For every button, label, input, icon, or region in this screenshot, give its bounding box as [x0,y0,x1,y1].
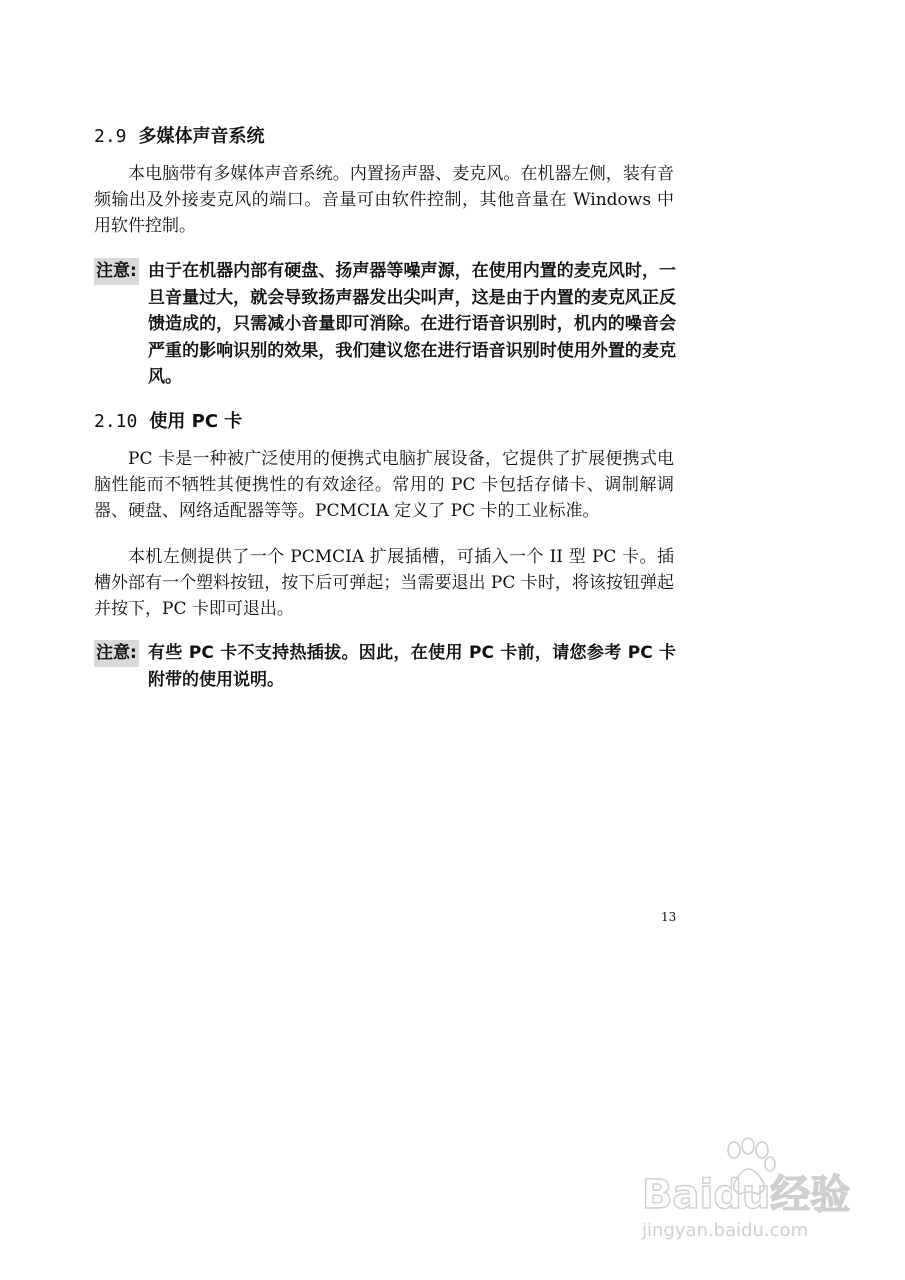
paragraph-multimedia: 本电脑带有多媒体声音系统。内置扬声器、麦克风。在机器左侧，装有音频输出及外接麦克风的端口。音量可由软件控制，其他音量在 Windows 中用软件控制。 [94,164,674,236]
note-text: 有些 PC 卡不支持热插拔。因此，在使用 PC 卡前，请您参考 PC 卡附带的使用说明。 [148,643,676,690]
baidu-watermark [636,1136,876,1246]
section-title: 使用 PC 卡 [149,411,243,432]
note-label: 注意: [94,640,139,667]
section-heading-2-9 [94,122,265,148]
section-title: 多媒体声音系统 [138,126,265,147]
note-text: 由于在机器内部有硬盘、扬声器等噪声源，在使用内置的麦克风时，一旦音量过大，就会导致扬声器发出尖叫声，这是由于内置的麦克风正反馈造成的，只需减小音量即可消除。在进行语音识别时，机内的噪音会严重的影响识别的效果，我们建议您在进行语音识别时使用外置的麦克风。 [148,261,676,387]
note-hot-plug [94,640,676,693]
section-number: 2.9 [94,126,127,147]
section-heading-2-10 [94,407,242,433]
note-microphone [94,258,676,391]
section-number: 2.10 [94,411,138,432]
page-number: 13 [661,910,677,924]
note-label: 注意: [94,258,139,285]
paragraph-pc-card-intro: PC 卡是一种被广泛使用的便携式电脑扩展设备，它提供了扩展便携式电脑性能而不牺牲其便携性的有效途径。常用的 PC 卡包括存储卡、调制解调器、硬盘、网络适配器等等。PCMCIA 定义了 PC 卡的工业标准。 [94,449,674,521]
paragraph-pcmcia-slot: 本机左侧提供了一个 PCMCIA 扩展插槽，可插入一个 II 型 PC 卡。插槽外部有一个塑料按钮，按下后可弹起；当需要退出 PC 卡时，将该按钮弹起并按下，PC 卡即可退出。 [94,547,674,619]
watermark-url: jingyan.baidu.com [642,1220,809,1241]
watermark-brand: Baidu经验 [642,1172,851,1218]
